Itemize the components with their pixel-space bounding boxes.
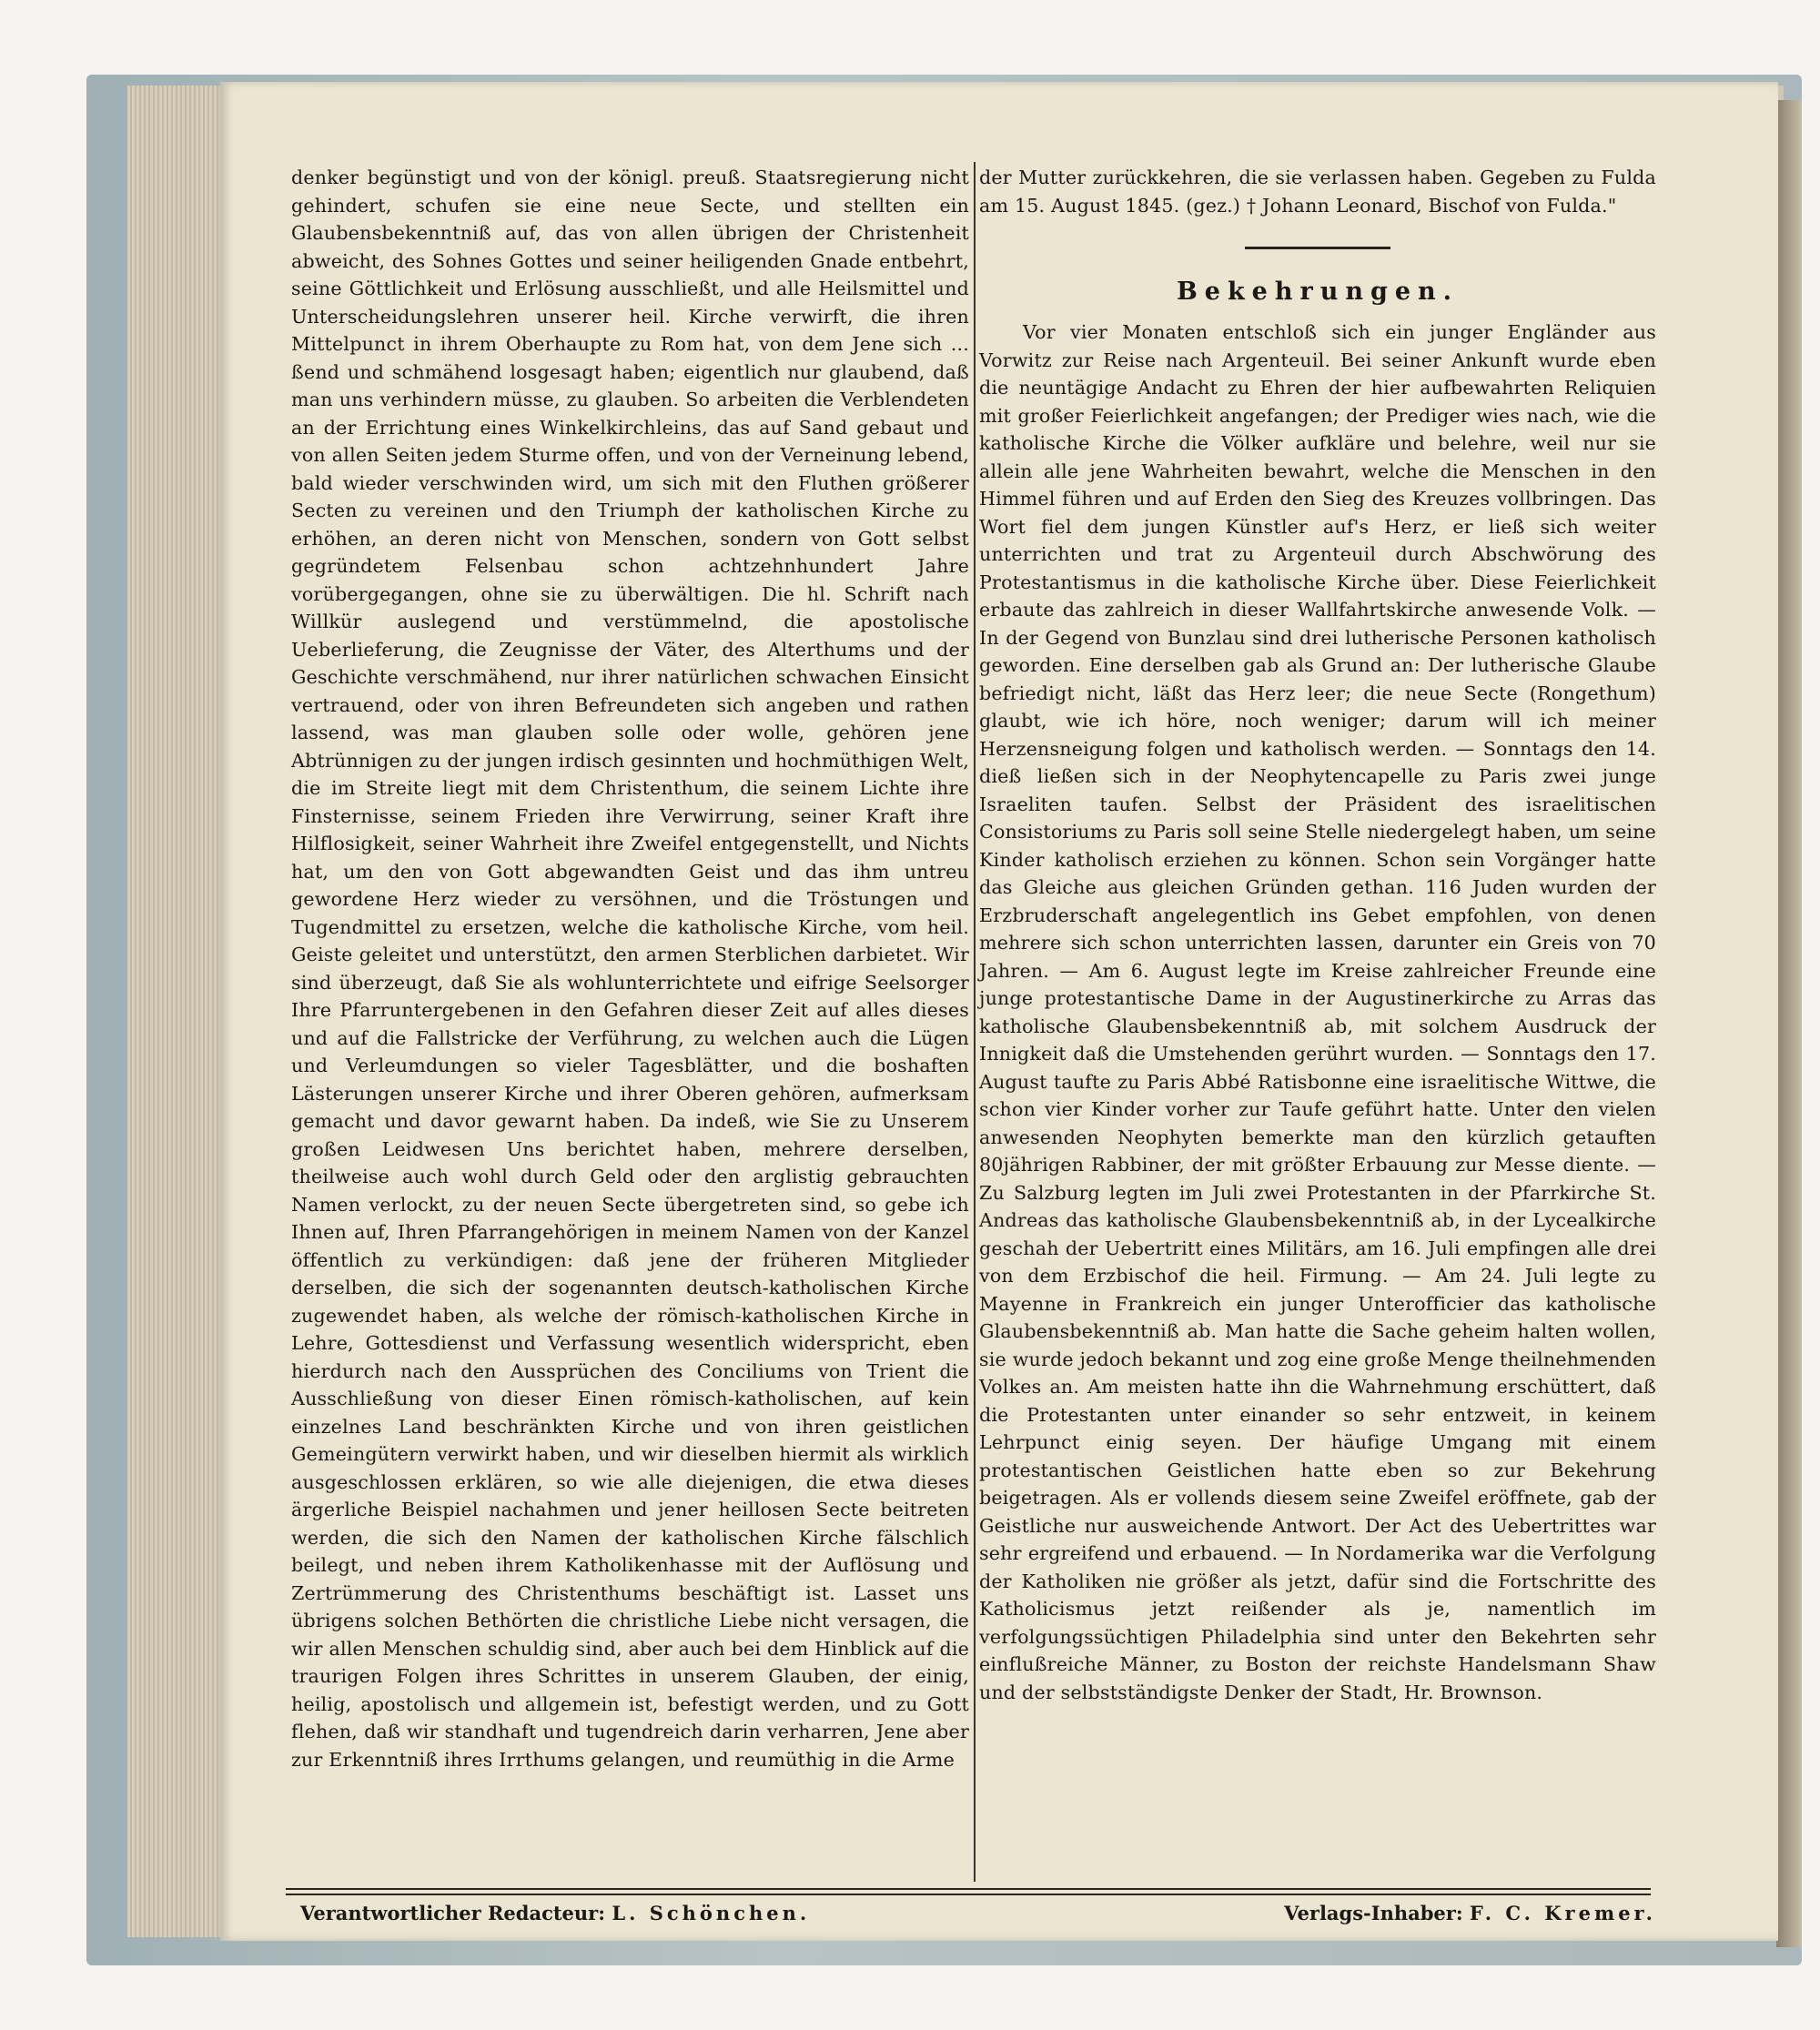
section-heading: Bekehrungen. bbox=[1176, 278, 1460, 306]
column-divider bbox=[974, 162, 976, 1882]
editor-credit bbox=[300, 1902, 810, 1924]
left-column bbox=[291, 164, 969, 1773]
editor-name: L. Schönchen. bbox=[612, 1902, 811, 1924]
section-divider bbox=[1245, 247, 1390, 249]
left-column-text: denker begünstigt und von der königl. preuß. Staatsregierung nicht gehindert, schufen sie eine neue Secte, und stellten ein Glaubensbekenntniß auf, das von allen übrigen der Christenheit abweicht, des Sohnes Gottes und seiner heiligenden Gnade entbehrt, seine Göttlichkeit und Erlösung ausschließt, und alle Heilsmittel und Unterscheidungslehren unserer heil. Kirche verwirft, die ihren Mittelpunct in ihrem Oberhaupte zu Rom hat, von dem Jene sich ... ßend und schmähend losgesagt haben; eigentlich nur glaubend, daß man uns verhindern müsse, zu glauben. So arbeiten die Verblendeten an der Errichtung eines Winkelkirchleins, das auf Sand gebaut und von allen Seiten jedem Sturme offen, und von der Verneinung lebend, bald wieder verschwinden wird, um sich mit den Fluthen größerer Secten zu vereinen und den Triumph der katholischen Kirche zu erhöhen, an deren nicht von Menschen, sondern von Gott selbst gegründetem Felsenbau schon achtzehnhundert Jahre vorübergegangen, ohne sie zu überwältigen. Die hl. Schrift nach Willkür auslegend und verstümmelnd, die apostolische Ueberlieferung, die Zeugnisse der Väter, des Alterthums und der Geschichte verschmähend, nur ihrer natürlichen schwachen Einsicht vertrauend, oder von ihren Befreundeten sich angeben und rathen lassend, was man glauben solle oder wolle, gehören jene Abtrünnigen zu der jungen irdisch gesinnten und hochmüthigen Welt, die im Streite liegt mit dem Christenthum, die seinem Lichte ihre Finsternisse, seinem Frieden ihre Verwirrung, seiner Kraft ihre Hilflosigkeit, seiner Wahrheit ihre Zweifel entgegenstellt, und Nichts hat, um den von Gott abgewandten Geist und das ihm untreu gewordene Herz wieder zu versöhnen, und die Tröstungen und Tugendmittel zu ersetzen, welche die katholische Kirche, vom heil. Geiste geleitet und unterstützt, den armen Sterblichen darbietet. Wir sind überzeugt, daß Sie als wohlunterrichtete und eifrige Seelsorger Ihre Pfarruntergebenen in den Gefahren dieser Zeit auf alles dieses und auf die Fallstricke der Verführung, zu welchen auch die Lügen und Verleumdungen so vieler Tagesblätter, und die boshaften Lästerungen unserer Kirche und ihrer Oberen gehören, aufmerksam gemacht und davor gewarnt haben. Da indeß, wie Sie zu Unserem großen Leidwesen Uns berichtet haben, mehrere derselben, theilweise auch wohl durch Geld oder den arglistig gebrauchten Namen verlockt, zu der neuen Secte übergetreten sind, so gebe ich Ihnen auf, Ihren Pfarrangehörigen in meinem Namen von der Kanzel öffentlich zu verkündigen: daß jene der früheren Mitglieder derselben, die sich der sogenannten deutsch-katholischen Kirche zugewendet haben, als welche der römisch-katholischen Kirche in Lehre, Gottesdienst und Verfassung wesentlich widerspricht, eben hierdurch nach den Aussprüchen des Conciliums von Trient die Ausschließung von dieser Einen römisch-katholischen, auf kein einzelnes Land beschränkten Kirche und von ihren geistlichen Gemeingütern verwirkt haben, und wir dieselben hiermit als wirklich ausgeschlossen erklären, so wie alle diejenigen, die etwa dieses ärgerliche Beispiel nachahmen und jener heillosen Secte beitreten werden, die sich den Namen der katholischen Kirche fälschlich beilegt, und neben ihrem Katholikenhasse mit der Auflösung und Zertrümmerung des Christenthums beschäftigt ist. Lasset uns übrigens solchen Bethörten die christliche Liebe nicht versagen, die wir allen Menschen schuldig sind, aber auch bei dem Hinblick auf die traurigen Folgen ihres Schrittes in unserem Glauben, der einig, heilig, apostolisch und allgemein ist, befestigt werden, und zu Gott flehen, daß wir standhaft und tugendreich darin verharren, Jene aber zur Erkenntniß ihres Irrthums gelangen, und reumüthig in die Arme bbox=[291, 167, 969, 1771]
facing-page-edge bbox=[1776, 100, 1802, 1947]
right-column bbox=[979, 164, 1656, 1706]
publisher-credit bbox=[1284, 1902, 1656, 1924]
publisher-label: Verlags-Inhaber: bbox=[1284, 1902, 1463, 1924]
footer-rule bbox=[286, 1888, 1651, 1895]
publisher-name: F. C. Kremer. bbox=[1469, 1902, 1656, 1924]
newspaper-page bbox=[220, 82, 1778, 1941]
letter-closing: der Mutter zurückkehren, die sie verlassen haben. Gegeben zu Fulda am 15. August 1845. (gez.) † Johann Leonard, Bischof von Fulda." bbox=[979, 167, 1656, 217]
page-edges bbox=[127, 86, 218, 1937]
editor-label: Verantwortlicher Redacteur: bbox=[300, 1902, 605, 1924]
article-text: Vor vier Monaten entschloß sich ein junger Engländer aus Vorwitz zur Reise nach Argenteuil. Bei seiner Ankunft wurde eben die neuntägige Andacht zu Ehren der hier aufbewahrten Reliquien mit großer Feierlichkeit angefangen; der Prediger wies nach, wie die katholische Kirche die Völker aufkläre und belehre, weil nur sie allein alle jene Wahrheiten bewahrt, welche die Menschen in den Himmel führen und auf Erden den Sieg des Kreuzes vollbringen. Das Wort fiel dem jungen Künstler auf's Herz, er ließ sich weiter unterrichten und trat zu Argenteuil durch Abschwörung des Protestantismus in die katholische Kirche über. Diese Feierlichkeit erbaute das zahlreich in dieser Wallfahrtskirche anwesende Volk. — In der Gegend von Bunzlau sind drei lutherische Personen katholisch geworden. Eine derselben gab als Grund an: Der lutherische Glaube befriedigt nicht, läßt das Herz leer; die neue Secte (Rongethum) glaubt, wie ich höre, noch weniger; darum will ich meiner Herzensneigung folgen und katholisch werden. — Sonntags den 14. dieß ließen sich in der Neophytencapelle zu Paris zwei junge Israeliten taufen. Selbst der Präsident des israelitischen Consistoriums zu Paris soll seine Stelle niedergelegt haben, um seine Kinder katholisch erziehen zu können. Schon sein Vorgänger hatte das Gleiche aus gleichen Gründen gethan. 116 Juden wurden der Erzbruderschaft angelegentlich ins Gebet empfohlen, von denen mehrere sich schon unterrichten lassen, darunter ein Greis von 70 Jahren. — Am 6. August legte im Kreise zahlreicher Freunde eine junge protestantische Dame in der Augustinerkirche zu Arras das katholische Glaubensbekenntniß ab, mit solchem Ausdruck der Innigkeit daß die Umstehenden gerührt wurden. — Sonntags den 17. August taufte zu Paris Abbé Ratisbonne eine israelitische Wittwe, die schon vier Kinder vorher zur Taufe geführt hatte. Unter den vielen anwesenden Neophyten bemerkte man den kürzlich getauften 80jährigen Rabbiner, der mit größter Erbauung zur Messe diente. — Zu Salzburg legten im Juli zwei Protestanten in der Pfarrkirche St. Andreas das katholische Glaubensbekenntniß ab, in der Lycealkirche geschah der Uebertritt eines Militärs, am 16. Juli empfingen alle drei von dem Erzbischof die heil. Firmung. — Am 24. Juli legte zu Mayenne in Frankreich ein junger Unterofficier das katholische Glaubensbekenntniß ab. Man hatte die Sache geheim halten wollen, sie wurde jedoch bekannt und zog eine große Menge theilnehmenden Volkes an. Am meisten hatte ihn die Wahrnehmung erschüttert, daß die Protestanten unter einander so sehr entzweit, in keinem Lehrpunct einig seyen. Der häufige Umgang mit einem protestantischen Geistlichen hatte eben so zur Bekehrung beigetragen. Als er vollends diesem seine Zweifel eröffnete, gab der Geistliche nur ausweichende Antwort. Der Act des Uebertrittes war sehr ergreifend und erbauend. — In Nordamerika war die Verfolgung der Katholiken nie größer als jetzt, dafür sind die Fortschritte des Katholicismus jetzt reißender als je, namentlich im verfolgungssüchtigen Philadelphia sind unter den Bekehrten sehr einflußreiche Männer, zu Boston der reichste Handelsmann Shaw und der selbstständigste Denker der Stadt, Hr. Brownson. bbox=[979, 321, 1656, 1703]
